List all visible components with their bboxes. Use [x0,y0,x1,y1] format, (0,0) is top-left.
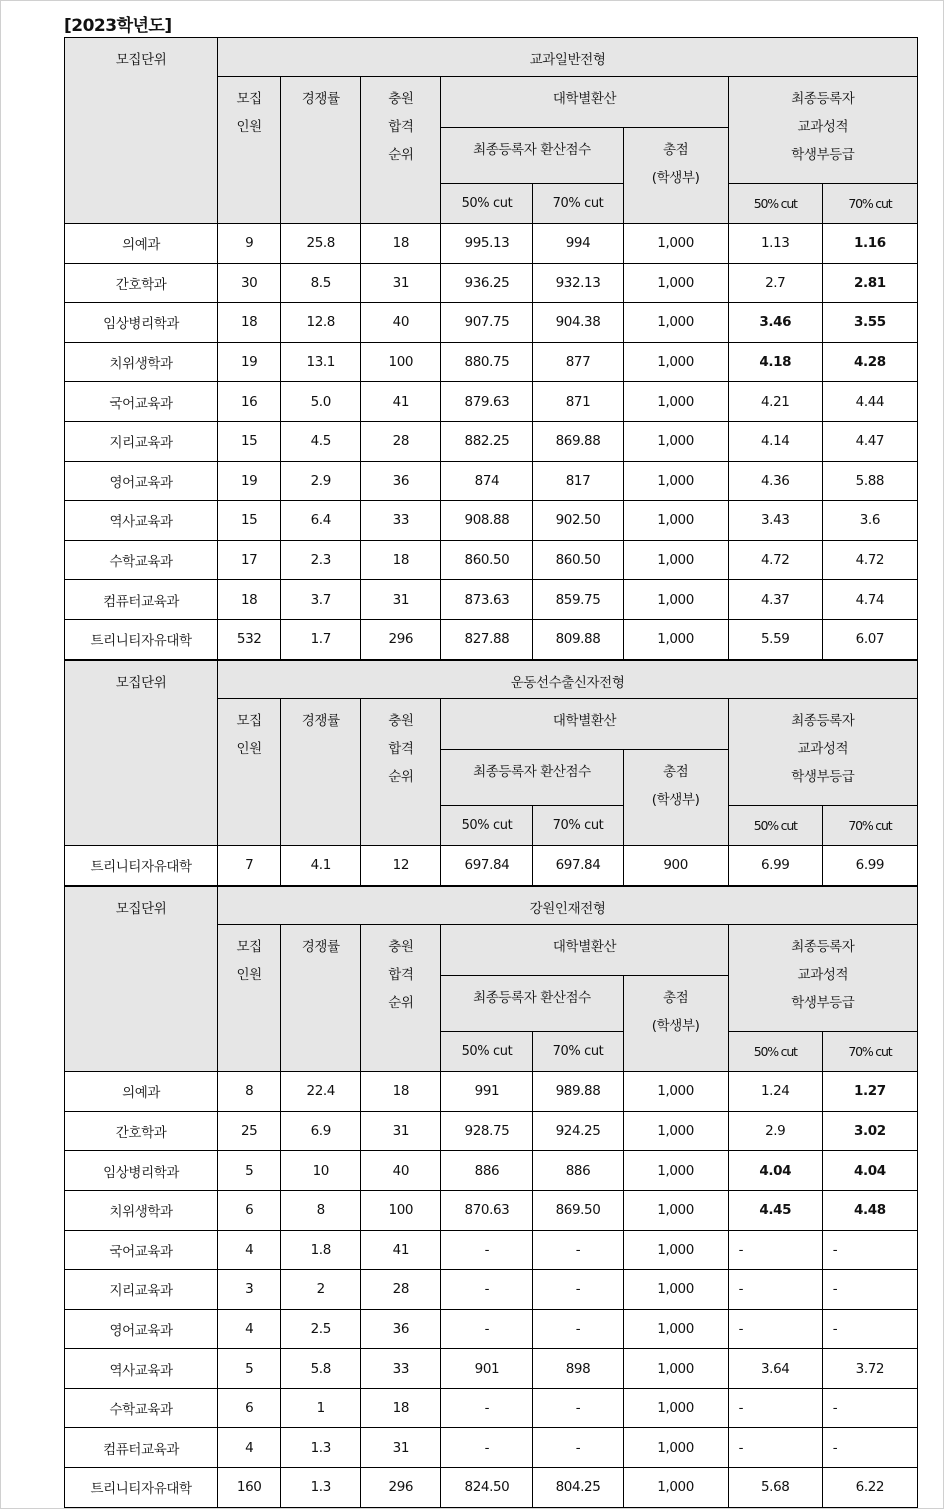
total-score: 1,000 [623,1190,728,1230]
grade-50-cut: 3.46 [728,303,822,343]
score-70-cut: 697.84 [533,846,623,886]
rank-cell: 18 [361,224,441,264]
unit-cell: 컴퓨터교육과 [65,1428,218,1468]
recruit-count: 17 [218,540,281,580]
competition-rate: 1.3 [281,1428,361,1468]
competition-rate: 2.9 [281,461,361,501]
competition-rate: 4.5 [281,421,361,461]
recruit-count: 160 [218,1468,281,1508]
recruit-count: 8 [218,1072,281,1112]
grade-50-cut: 5.59 [728,619,822,659]
recruit-count: 19 [218,461,281,501]
total-score: 1,000 [623,619,728,659]
header-rank: 충원 합격 순위 [361,77,441,224]
score-50-cut: - [441,1388,533,1428]
unit-cell: 임상병리학과 [65,1151,218,1191]
page-title: [2023학년도] [64,16,172,36]
table-row [65,580,918,620]
grade-70-cut: 1.27 [822,1072,917,1112]
score-50-cut: 874 [441,461,533,501]
score-50-cut: 873.63 [441,580,533,620]
score-70-cut: - [533,1388,623,1428]
table-row [65,461,918,501]
header-final-grade: 최종등록자 교과성적 학생부등급 [728,925,917,1032]
competition-rate: 1.7 [281,619,361,659]
header-final-score: 최종등록자 환산점수 [441,750,623,806]
competition-rate: 12.8 [281,303,361,343]
grade-50-cut: 4.04 [728,1151,822,1191]
table-row [65,501,918,541]
competition-rate: 2.5 [281,1309,361,1349]
table-row [65,619,918,659]
total-score: 1,000 [623,421,728,461]
grade-70-cut: 4.47 [822,421,917,461]
header-total: 총점 (학생부) [623,750,728,846]
unit-cell: 국어교육과 [65,382,218,422]
grade-70-cut: - [822,1230,917,1270]
unit-cell: 의예과 [65,1072,218,1112]
recruit-count: 6 [218,1388,281,1428]
score-70-cut: - [533,1309,623,1349]
total-score: 1,000 [623,1428,728,1468]
competition-rate: 4.1 [281,846,361,886]
score-50-cut: 827.88 [441,619,533,659]
grade-70-cut: - [822,1309,917,1349]
header-score-50-cut: 50% cut [441,1032,533,1072]
grade-50-cut: 4.45 [728,1190,822,1230]
unit-cell: 영어교육과 [65,1309,218,1349]
table-row [65,1190,918,1230]
competition-rate: 3.7 [281,580,361,620]
recruit-count: 18 [218,303,281,343]
header-recruit: 모집 인원 [218,699,281,846]
grade-50-cut: 2.7 [728,263,822,303]
section-header-row [65,886,918,925]
grade-50-cut: - [728,1388,822,1428]
score-70-cut: 804.25 [533,1468,623,1508]
table-row [65,540,918,580]
score-70-cut: - [533,1270,623,1310]
total-score: 1,000 [623,1230,728,1270]
header-grade-70-cut: 70% cut [822,806,917,846]
header-final-grade: 최종등록자 교과성적 학생부등급 [728,699,917,806]
score-70-cut: 877 [533,342,623,382]
header-score-50-cut: 50% cut [441,806,533,846]
grade-70-cut: 3.02 [822,1111,917,1151]
total-score: 1,000 [623,501,728,541]
total-score: 1,000 [623,1349,728,1389]
competition-rate: 6.4 [281,501,361,541]
unit-cell: 지리교육과 [65,421,218,461]
competition-rate: 8.5 [281,263,361,303]
grade-70-cut: 4.04 [822,1151,917,1191]
recruit-count: 532 [218,619,281,659]
recruit-count: 19 [218,342,281,382]
rank-cell: 40 [361,303,441,343]
score-70-cut: - [533,1428,623,1468]
score-50-cut: 880.75 [441,342,533,382]
score-50-cut: 995.13 [441,224,533,264]
header-recruit: 모집 인원 [218,925,281,1072]
header-rank: 충원 합격 순위 [361,925,441,1072]
unit-cell: 간호학과 [65,263,218,303]
grade-70-cut: 1.16 [822,224,917,264]
total-score: 1,000 [623,224,728,264]
competition-rate: 22.4 [281,1072,361,1112]
header-unit: 모집단위 [65,38,218,224]
grade-50-cut: 4.14 [728,421,822,461]
recruit-count: 5 [218,1349,281,1389]
score-50-cut: 991 [441,1072,533,1112]
unit-cell: 수학교육과 [65,540,218,580]
score-50-cut: 860.50 [441,540,533,580]
score-50-cut: 908.88 [441,501,533,541]
unit-cell: 컴퓨터교육과 [65,580,218,620]
score-70-cut: 989.88 [533,1072,623,1112]
competition-rate: 2 [281,1270,361,1310]
rank-cell: 18 [361,1072,441,1112]
recruit-count: 4 [218,1230,281,1270]
total-score: 1,000 [623,1309,728,1349]
rank-cell: 28 [361,421,441,461]
table-row [65,421,918,461]
score-70-cut: 904.38 [533,303,623,343]
competition-rate: 10 [281,1151,361,1191]
grade-50-cut: 5.68 [728,1468,822,1508]
total-score: 1,000 [623,263,728,303]
section-title: 강원인재전형 [218,886,918,925]
total-score: 900 [623,846,728,886]
table-row [65,1230,918,1270]
recruit-count: 4 [218,1428,281,1468]
total-score: 1,000 [623,1072,728,1112]
table-row [65,1151,918,1191]
recruit-count: 6 [218,1190,281,1230]
grade-70-cut: 3.6 [822,501,917,541]
rank-cell: 12 [361,846,441,886]
header-grade-70-cut: 70% cut [822,184,917,224]
unit-cell: 치위생학과 [65,1190,218,1230]
table-row [65,1309,918,1349]
competition-rate: 25.8 [281,224,361,264]
rank-cell: 33 [361,1349,441,1389]
unit-cell: 치위생학과 [65,342,218,382]
total-score: 1,000 [623,580,728,620]
recruit-count: 16 [218,382,281,422]
grade-50-cut: 3.64 [728,1349,822,1389]
score-70-cut: 860.50 [533,540,623,580]
recruit-count: 7 [218,846,281,886]
rank-cell: 31 [361,580,441,620]
score-50-cut: - [441,1270,533,1310]
grade-70-cut: 6.99 [822,846,917,886]
table-row [65,1111,918,1151]
grade-70-cut: - [822,1388,917,1428]
total-score: 1,000 [623,1468,728,1508]
header-score-70-cut: 70% cut [533,184,623,224]
score-50-cut: - [441,1309,533,1349]
unit-cell: 트리니티자유대학 [65,1468,218,1508]
score-50-cut: 901 [441,1349,533,1389]
competition-rate: 8 [281,1190,361,1230]
total-score: 1,000 [623,1388,728,1428]
rank-cell: 36 [361,1309,441,1349]
table-row [65,1072,918,1112]
rank-cell: 28 [361,1270,441,1310]
grade-50-cut: 4.36 [728,461,822,501]
rank-cell: 41 [361,382,441,422]
score-50-cut: 907.75 [441,303,533,343]
competition-rate: 5.8 [281,1349,361,1389]
table-row [65,342,918,382]
rank-cell: 31 [361,1111,441,1151]
header-univ-conversion: 대학별환산 [441,77,728,128]
table-row [65,224,918,264]
recruit-count: 25 [218,1111,281,1151]
unit-cell: 국어교육과 [65,1230,218,1270]
grade-70-cut: 6.22 [822,1468,917,1508]
total-score: 1,000 [623,1270,728,1310]
section-title: 운동선수출신자전형 [218,660,918,699]
grade-50-cut: 6.99 [728,846,822,886]
table-row [65,303,918,343]
total-score: 1,000 [623,303,728,343]
header-competition: 경쟁률 [281,699,361,846]
score-70-cut: 924.25 [533,1111,623,1151]
grade-70-cut: 4.72 [822,540,917,580]
header-grade-70-cut: 70% cut [822,1032,917,1072]
header-total: 총점 (학생부) [623,128,728,224]
header-competition: 경쟁률 [281,77,361,224]
unit-cell: 의예과 [65,224,218,264]
recruit-count: 5 [218,1151,281,1191]
grade-70-cut: 4.44 [822,382,917,422]
header-grade-50-cut: 50% cut [728,806,822,846]
header-total: 총점 (학생부) [623,976,728,1072]
unit-cell: 트리니티자유대학 [65,846,218,886]
recruit-count: 15 [218,421,281,461]
section-title: 교과일반전형 [218,38,918,77]
rank-cell: 36 [361,461,441,501]
grade-50-cut: - [728,1270,822,1310]
grade-70-cut: 6.07 [822,619,917,659]
table-row [65,846,918,886]
grade-70-cut: - [822,1270,917,1310]
competition-rate: 1 [281,1388,361,1428]
header-recruit: 모집 인원 [218,77,281,224]
section-header-row [65,660,918,699]
grade-50-cut: 4.72 [728,540,822,580]
grade-50-cut: 4.37 [728,580,822,620]
rank-cell: 41 [361,1230,441,1270]
rank-cell: 31 [361,1428,441,1468]
header-unit: 모집단위 [65,660,218,846]
score-70-cut: 886 [533,1151,623,1191]
score-70-cut: 869.50 [533,1190,623,1230]
unit-cell: 영어교육과 [65,461,218,501]
rank-cell: 18 [361,1388,441,1428]
table-row [65,1270,918,1310]
grade-50-cut: - [728,1428,822,1468]
score-70-cut: 902.50 [533,501,623,541]
score-50-cut: 936.25 [441,263,533,303]
grade-70-cut: - [822,1428,917,1468]
header-final-score: 최종등록자 환산점수 [441,128,623,184]
header-univ-conversion: 대학별환산 [441,925,728,976]
score-50-cut: 879.63 [441,382,533,422]
recruit-count: 18 [218,580,281,620]
score-70-cut: 859.75 [533,580,623,620]
grade-50-cut: 1.13 [728,224,822,264]
section-header-row [65,38,918,77]
recruit-count: 15 [218,501,281,541]
header-final-grade: 최종등록자 교과성적 학생부등급 [728,77,917,184]
header-unit: 모집단위 [65,886,218,1072]
grade-70-cut: 4.74 [822,580,917,620]
header-grade-50-cut: 50% cut [728,184,822,224]
total-score: 1,000 [623,342,728,382]
score-50-cut: 886 [441,1151,533,1191]
header-score-70-cut: 70% cut [533,806,623,846]
total-score: 1,000 [623,382,728,422]
score-50-cut: 697.84 [441,846,533,886]
grade-70-cut: 4.48 [822,1190,917,1230]
score-70-cut: - [533,1230,623,1270]
unit-cell: 역사교육과 [65,501,218,541]
table-row [65,263,918,303]
rank-cell: 18 [361,540,441,580]
recruit-count: 3 [218,1270,281,1310]
header-univ-conversion: 대학별환산 [441,699,728,750]
total-score: 1,000 [623,461,728,501]
score-70-cut: 898 [533,1349,623,1389]
score-70-cut: 869.88 [533,421,623,461]
table-row [65,1468,918,1508]
table-row [65,382,918,422]
score-70-cut: 871 [533,382,623,422]
rank-cell: 100 [361,342,441,382]
unit-cell: 트리니티자유대학 [65,619,218,659]
grade-50-cut: 4.21 [728,382,822,422]
unit-cell: 임상병리학과 [65,303,218,343]
competition-rate: 2.3 [281,540,361,580]
header-score-50-cut: 50% cut [441,184,533,224]
score-70-cut: 994 [533,224,623,264]
total-score: 1,000 [623,1151,728,1191]
grade-50-cut: 1.24 [728,1072,822,1112]
table-row [65,1428,918,1468]
score-50-cut: - [441,1230,533,1270]
grade-70-cut: 4.28 [822,342,917,382]
recruit-count: 30 [218,263,281,303]
rank-cell: 40 [361,1151,441,1191]
rank-cell: 100 [361,1190,441,1230]
unit-cell: 수학교육과 [65,1388,218,1428]
table-row [65,1388,918,1428]
competition-rate: 5.0 [281,382,361,422]
header-rank: 충원 합격 순위 [361,699,441,846]
score-50-cut: - [441,1428,533,1468]
grade-50-cut: - [728,1309,822,1349]
grade-50-cut: 4.18 [728,342,822,382]
recruit-count: 4 [218,1309,281,1349]
competition-rate: 1.3 [281,1468,361,1508]
grade-70-cut: 2.81 [822,263,917,303]
recruit-count: 9 [218,224,281,264]
grade-50-cut: 3.43 [728,501,822,541]
grade-70-cut: 3.72 [822,1349,917,1389]
rank-cell: 296 [361,619,441,659]
score-50-cut: 928.75 [441,1111,533,1151]
header-grade-50-cut: 50% cut [728,1032,822,1072]
total-score: 1,000 [623,1111,728,1151]
competition-rate: 1.8 [281,1230,361,1270]
competition-rate: 13.1 [281,342,361,382]
grade-50-cut: 2.9 [728,1111,822,1151]
header-score-70-cut: 70% cut [533,1032,623,1072]
header-final-score: 최종등록자 환산점수 [441,976,623,1032]
score-70-cut: 932.13 [533,263,623,303]
rank-cell: 31 [361,263,441,303]
unit-cell: 역사교육과 [65,1349,218,1389]
score-70-cut: 809.88 [533,619,623,659]
grade-70-cut: 3.55 [822,303,917,343]
admission-results-table [64,37,918,1508]
grade-70-cut: 5.88 [822,461,917,501]
unit-cell: 간호학과 [65,1111,218,1151]
score-50-cut: 870.63 [441,1190,533,1230]
competition-rate: 6.9 [281,1111,361,1151]
grade-50-cut: - [728,1230,822,1270]
total-score: 1,000 [623,540,728,580]
score-50-cut: 882.25 [441,421,533,461]
table-row [65,1349,918,1389]
score-70-cut: 817 [533,461,623,501]
rank-cell: 296 [361,1468,441,1508]
score-50-cut: 824.50 [441,1468,533,1508]
unit-cell: 지리교육과 [65,1270,218,1310]
rank-cell: 33 [361,501,441,541]
header-competition: 경쟁률 [281,925,361,1072]
